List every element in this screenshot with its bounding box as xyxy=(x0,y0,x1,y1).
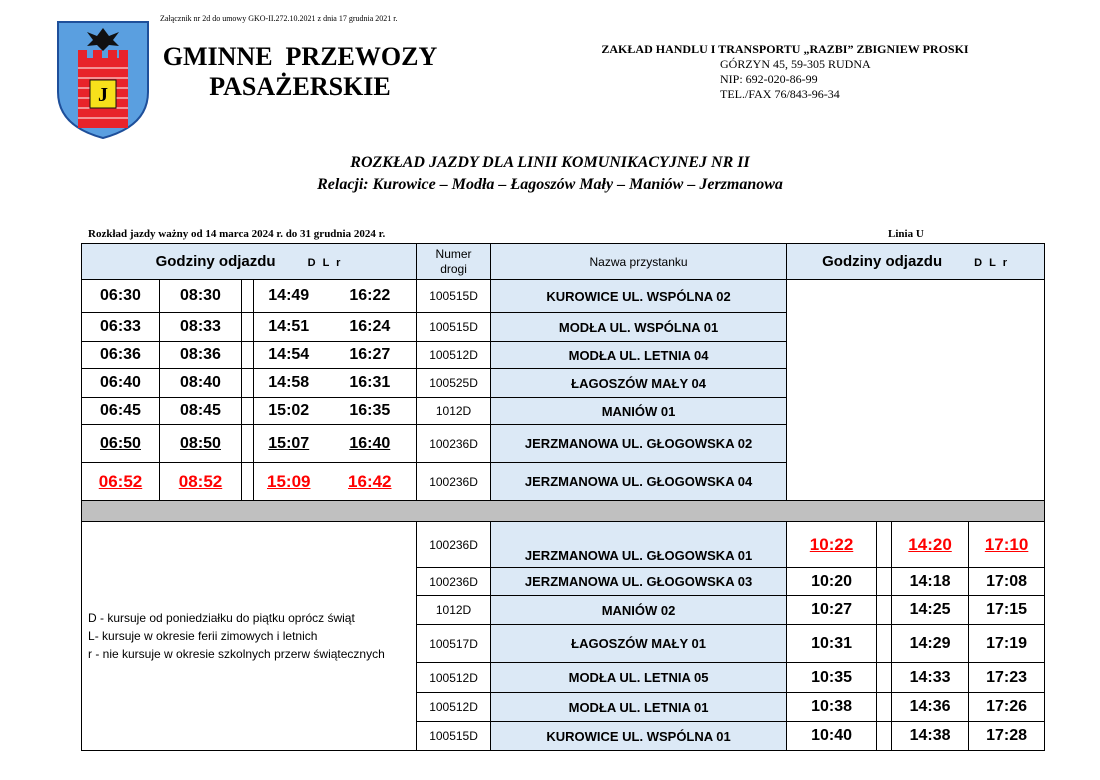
road-number-header: Numer drogi xyxy=(417,244,491,280)
spacer-cell xyxy=(242,463,254,501)
title-line-1: ROZKŁAD JAZDY DLA LINII KOMUNIKACYJNEJ NR II xyxy=(350,154,750,171)
departure-time-highlighted: 08:52 xyxy=(160,463,242,501)
road-number: 100525D xyxy=(417,369,491,398)
departure-time: 17:26 xyxy=(969,693,1045,722)
departure-time: 14:54 xyxy=(254,342,324,369)
coat-of-arms-icon xyxy=(56,20,150,140)
road-number: 100512D xyxy=(417,663,491,693)
departure-time: 06:33 xyxy=(82,313,160,342)
departure-time: 08:45 xyxy=(160,398,242,425)
departure-time: 16:31 xyxy=(324,369,417,398)
line-label: Linia U xyxy=(888,228,924,240)
departure-time: 08:50 xyxy=(160,425,242,463)
road-number: 100512D xyxy=(417,693,491,722)
departure-time: 17:15 xyxy=(969,596,1045,625)
legend xyxy=(82,522,417,751)
spacer-cell xyxy=(877,663,892,693)
departure-time: 17:23 xyxy=(969,663,1045,693)
empty-block xyxy=(787,280,1045,501)
annex-note: Załącznik nr 2d do umowy GKO-II.272.10.2021 z dnia 17 grudnia 2021 r. xyxy=(160,14,398,23)
road-number: 100517D xyxy=(417,625,491,663)
departure-time: 14:33 xyxy=(892,663,969,693)
departure-time: 15:02 xyxy=(254,398,324,425)
spacer-cell xyxy=(242,313,254,342)
road-number: 100236D xyxy=(417,568,491,596)
legend-r: r - nie kursuje w okresie szkolnych przerw świątecznych xyxy=(88,647,385,661)
road-number: 100515D xyxy=(417,722,491,751)
departure-time: 08:36 xyxy=(160,342,242,369)
stop-name: MODŁA UL. WSPÓLNA 01 xyxy=(491,313,787,342)
departures-header-right: Godziny odjazdu D L r xyxy=(787,244,1045,280)
departure-time: 16:27 xyxy=(324,342,417,369)
road-number: 100236D xyxy=(417,522,491,568)
departure-time: 14:36 xyxy=(892,693,969,722)
legend-l: L- kursuje w okresie ferii zimowych i letnich xyxy=(88,629,318,643)
timetable xyxy=(81,243,1045,751)
departure-time: 15:07 xyxy=(254,425,324,463)
stop-name: MODŁA UL. LETNIA 05 xyxy=(491,663,787,693)
stop-name: KUROWICE UL. WSPÓLNA 01 xyxy=(491,722,787,751)
departure-time: 14:38 xyxy=(892,722,969,751)
departure-time: 06:30 xyxy=(82,280,160,313)
company-phone: TEL./FAX 76/843-96-34 xyxy=(720,87,840,101)
departure-time: 06:50 xyxy=(82,425,160,463)
title-line-2: Relacji: Kurowice – Modła – Łagoszów Mały – Maniów – Jerzmanowa xyxy=(317,176,783,193)
spacer-cell xyxy=(877,625,892,663)
departure-time-highlighted: 17:10 xyxy=(969,522,1045,568)
departure-time: 17:19 xyxy=(969,625,1045,663)
departure-time: 14:49 xyxy=(254,280,324,313)
road-number: 100515D xyxy=(417,313,491,342)
stop-name: ŁAGOSZÓW MAŁY 04 xyxy=(491,369,787,398)
departure-time: 16:22 xyxy=(324,280,417,313)
departure-time-highlighted: 14:20 xyxy=(892,522,969,568)
spacer-cell xyxy=(242,369,254,398)
departure-time: 10:35 xyxy=(787,663,877,693)
departures-header-left: Godziny odjazdu D L r xyxy=(82,244,417,280)
departure-time: 16:35 xyxy=(324,398,417,425)
table-row xyxy=(82,522,1045,568)
road-number: 1012D xyxy=(417,398,491,425)
stop-name: MANIÓW 02 xyxy=(491,596,787,625)
stop-name: MANIÓW 01 xyxy=(491,398,787,425)
departure-time: 17:28 xyxy=(969,722,1045,751)
departure-time-highlighted: 15:09 xyxy=(254,463,324,501)
separator-row xyxy=(82,501,1045,522)
spacer-cell xyxy=(242,398,254,425)
departure-time-highlighted: 16:42 xyxy=(324,463,417,501)
legend-d: D - kursuje od poniedziałku do piątku oprócz świąt xyxy=(88,611,355,625)
departure-time: 06:36 xyxy=(82,342,160,369)
stop-name: JERZMANOWA UL. GŁOGOWSKA 02 xyxy=(491,425,787,463)
departure-time: 14:51 xyxy=(254,313,324,342)
separator-bar xyxy=(82,501,1045,522)
company-address: GÓRZYN 45, 59-305 RUDNA xyxy=(720,57,871,71)
spacer-cell xyxy=(877,596,892,625)
road-number: 1012D xyxy=(417,596,491,625)
brand-line-2: PASAŻERSKIE xyxy=(209,72,391,101)
validity-text: Rozkład jazdy ważny od 14 marca 2024 r. do 31 grudnia 2024 r. xyxy=(88,228,386,240)
departure-time: 16:24 xyxy=(324,313,417,342)
table-row xyxy=(82,280,1045,313)
departure-time: 10:27 xyxy=(787,596,877,625)
departure-time: 16:40 xyxy=(324,425,417,463)
spacer-cell xyxy=(242,342,254,369)
company-name: ZAKŁAD HANDLU I TRANSPORTU „RAZBI” ZBIGNIEW PROSKI xyxy=(601,42,969,56)
stop-name: JERZMANOWA UL. GŁOGOWSKA 01 xyxy=(491,522,787,568)
road-number: 100515D xyxy=(417,280,491,313)
road-number: 100512D xyxy=(417,342,491,369)
departure-time: 10:20 xyxy=(787,568,877,596)
spacer-cell xyxy=(242,425,254,463)
spacer-cell xyxy=(877,522,892,568)
departure-time: 14:29 xyxy=(892,625,969,663)
spacer-cell xyxy=(877,568,892,596)
departure-time: 10:40 xyxy=(787,722,877,751)
departure-time-highlighted: 10:22 xyxy=(787,522,877,568)
spacer-cell xyxy=(242,280,254,313)
stop-name-header: Nazwa przystanku xyxy=(491,244,787,280)
departure-time: 08:40 xyxy=(160,369,242,398)
spacer-cell xyxy=(877,722,892,751)
stop-name: MODŁA UL. LETNIA 04 xyxy=(491,342,787,369)
brand-line-1: GMINNE PRZEWOZY xyxy=(162,42,438,71)
departure-time: 14:58 xyxy=(254,369,324,398)
company-nip: NIP: 692-020-86-99 xyxy=(720,72,818,86)
brand-title xyxy=(150,42,450,102)
departure-time: 08:33 xyxy=(160,313,242,342)
departure-time: 17:08 xyxy=(969,568,1045,596)
departure-time: 06:40 xyxy=(82,369,160,398)
header-row xyxy=(82,244,1045,280)
timetable-title xyxy=(0,152,1100,196)
stop-name: ŁAGOSZÓW MAŁY 01 xyxy=(491,625,787,663)
departure-time: 14:25 xyxy=(892,596,969,625)
departure-time: 14:18 xyxy=(892,568,969,596)
departure-time: 10:31 xyxy=(787,625,877,663)
departure-time: 06:45 xyxy=(82,398,160,425)
road-number: 100236D xyxy=(417,463,491,501)
road-number: 100236D xyxy=(417,425,491,463)
company-info xyxy=(520,42,1050,102)
departure-time: 10:38 xyxy=(787,693,877,722)
crest-letter: J xyxy=(98,84,108,106)
stop-name: JERZMANOWA UL. GŁOGOWSKA 04 xyxy=(491,463,787,501)
departure-time-highlighted: 06:52 xyxy=(82,463,160,501)
spacer-cell xyxy=(877,693,892,722)
stop-name: MODŁA UL. LETNIA 01 xyxy=(491,693,787,722)
stop-name: JERZMANOWA UL. GŁOGOWSKA 03 xyxy=(491,568,787,596)
departure-time: 08:30 xyxy=(160,280,242,313)
stop-name: KUROWICE UL. WSPÓLNA 02 xyxy=(491,280,787,313)
